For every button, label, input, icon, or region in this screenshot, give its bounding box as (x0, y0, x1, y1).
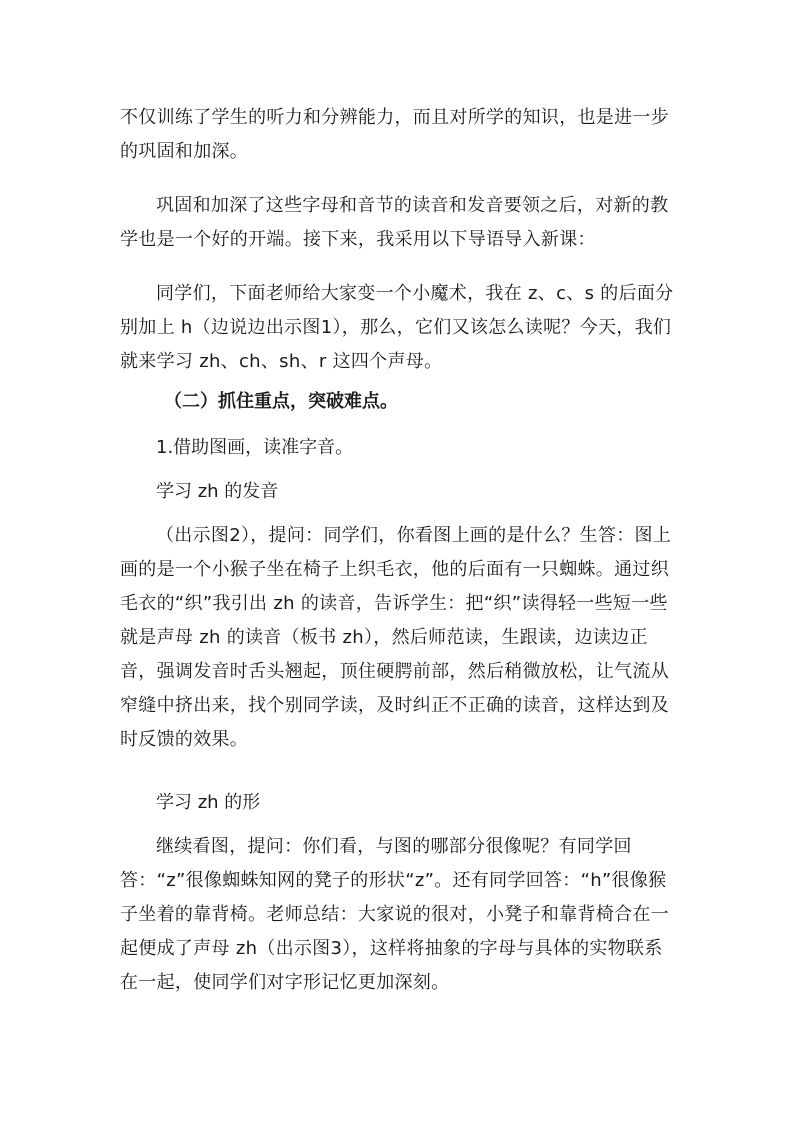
subheading-zh-shape: 学习 zh 的形 (156, 792, 261, 813)
section-heading: （二）抓住重点，突破难点。 (164, 391, 398, 412)
list-item-1: 1.借助图画，读准字音。 (156, 437, 354, 458)
paragraph-zh-shape: 继续看图，提问：你们看，与图的哪部分很像呢？有同学回答：“z”很像蜘蛛知网的凳子的形状“z”。还有同学回答：“h”很像猴子坐着的靠背椅。老师总结：大家说的很对，小凳子和靠背椅合在一起便成了声母 zh（出示图3），这样将抽象的字母与具体的实物联系在一起，使同学们对字形记忆更加深刻。 (120, 836, 669, 993)
paragraph-zh-pronunciation: （出示图2），提问：同学们，你看图上画的是什么？生答：图上画的是一个小猴子坐在椅子上织毛衣，他的后面有一只蜘蛛。通过织毛衣的“织”我引出 zh 的读音，告诉学生：把“织”读得轻一些短一些就是声母 zh 的读音（板书 zh），然后师范读，生跟读，边读边正音，强调发音时舌头翘起，顶住硬腭前部，然后稍微放松，让气流从窄缝中挤出来，找个别同学读，及时纠正不正确的读音，这样达到及时反馈的效果。 (120, 525, 672, 750)
subheading-zh-pronunciation: 学习 zh 的发音 (156, 481, 279, 502)
paragraph-consolidation: 巩固和加深了这些字母和音节的读音和发音要领之后，对新的教学也是一个好的开端。接下来，我采用以下导语导入新课： (120, 195, 669, 250)
paragraph-intro-magic: 同学们，下面老师给大家变一个小魔术，我在 z、c、s 的后面分别加上 h（边说边出示图1），那么，它们又该怎么读呢？今天，我们就来学习 zh、ch、sh、r 这四个声母。 (120, 283, 674, 372)
paragraph-continuation: 不仅训练了学生的听力和分辨能力，而且对所学的知识，也是进一步的巩固和加深。 (120, 107, 669, 162)
